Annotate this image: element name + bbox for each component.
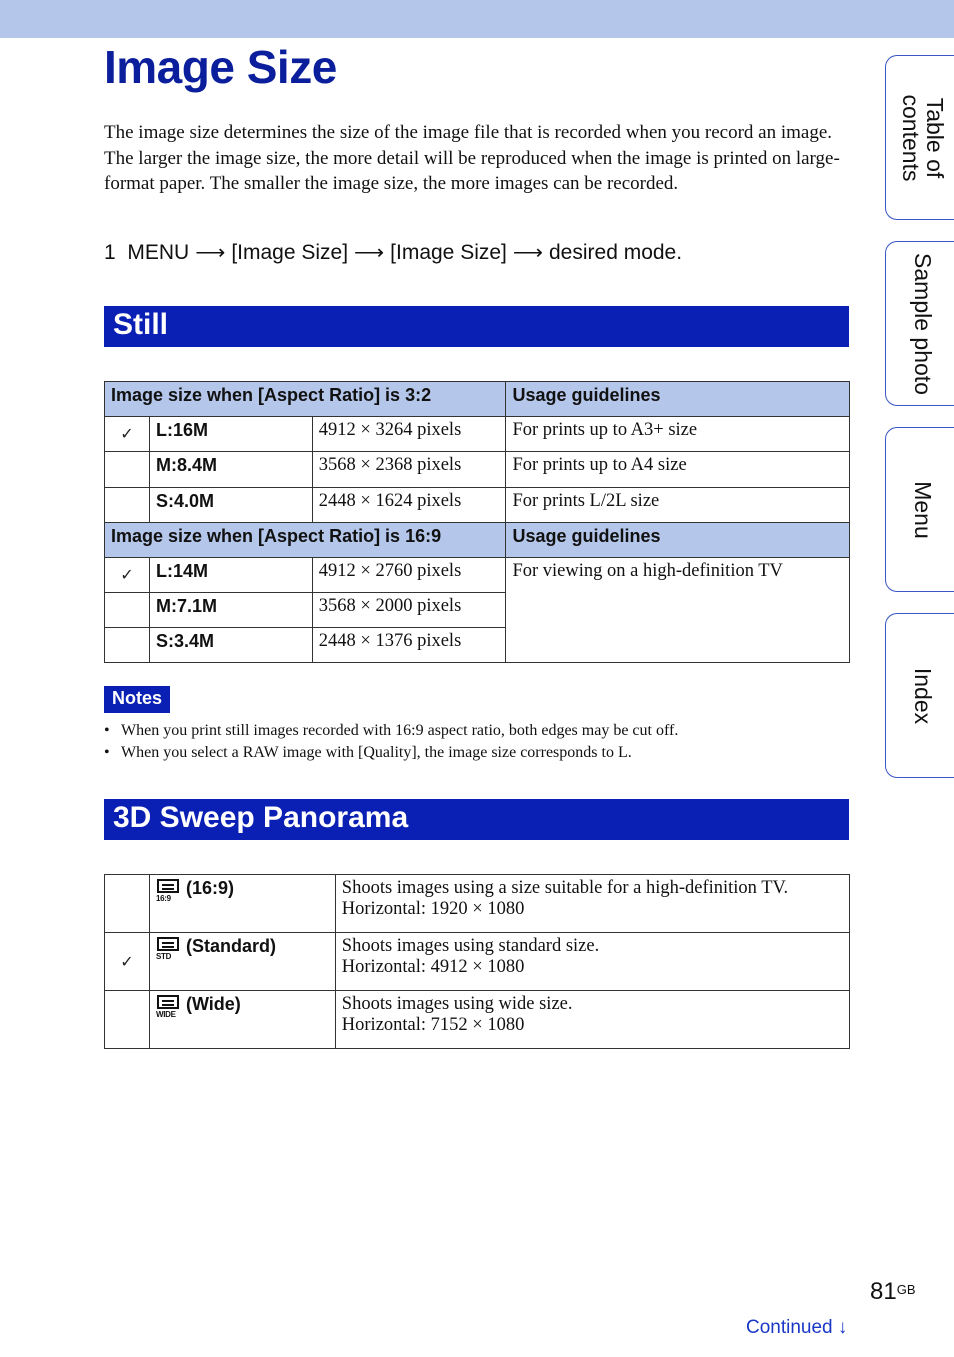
notes-list (104, 720, 849, 764)
usage-text: For prints up to A4 size (506, 452, 850, 488)
tab-sample-photo[interactable] (885, 241, 954, 406)
tab-menu[interactable] (885, 427, 954, 592)
mode-cell (149, 991, 335, 1049)
checkmark-cell (105, 628, 150, 663)
header-size: Image size when [Aspect Ratio] is 3:2 (105, 382, 506, 417)
step-menu: MENU (127, 241, 190, 264)
top-banner (0, 0, 954, 38)
table-row (105, 488, 850, 523)
table-row (105, 991, 850, 1049)
still-size-table (104, 381, 850, 663)
mode-label: (16:9) (185, 878, 234, 898)
step-mode: desired mode. (549, 241, 683, 264)
note-item: • When you select a RAW image with [Quality], the image size corresponds to L. (104, 742, 849, 764)
continued-link[interactable] (746, 1317, 847, 1339)
checkmark-icon: ✓ (105, 558, 150, 593)
table-header-row (105, 382, 850, 417)
resolution-text: Horizontal: 1920 × 1080 (341, 899, 525, 919)
tab-label: Table of contents (898, 94, 948, 181)
pixel-count: 3568 × 2000 pixels (312, 593, 506, 628)
mode-label: (Wide) (185, 994, 241, 1014)
mode-label: (Standard) (185, 936, 276, 956)
checkmark-cell (105, 488, 150, 523)
panorama-standard-icon: STD (156, 936, 182, 962)
checkmark-cell (105, 593, 150, 628)
header-usage: Usage guidelines (506, 382, 850, 417)
page-number: $81^{GB}$ (870, 1278, 916, 1305)
arrow-right-icon: ⟶ (512, 241, 543, 264)
usage-text: For prints L/2L size (506, 488, 850, 523)
panorama-wide-icon: WIDE (156, 994, 182, 1020)
resolution-text: Horizontal: 7152 × 1080 (341, 1015, 525, 1035)
step-number: 1 (104, 241, 116, 264)
description-cell (335, 991, 849, 1049)
page-suffix: GB (896, 1282, 916, 1297)
pixel-count: 4912 × 2760 pixels (312, 558, 506, 593)
tab-label: Menu (910, 480, 936, 539)
menu-step (104, 240, 682, 265)
table-row (105, 875, 850, 933)
note-item: • When you print still images recorded with 16:9 aspect ratio, both edges may be cut off. (104, 720, 849, 742)
page-title: Image Size (104, 41, 337, 93)
tab-index[interactable] (885, 613, 954, 778)
step-image-size-2: [Image Size] (390, 241, 507, 264)
mode-label: S:4.0M (149, 488, 312, 523)
checkmark-cell (105, 991, 150, 1049)
panorama-size-table (104, 874, 850, 1049)
description-text: Shoots images using a size suitable for a high-definition TV. (341, 878, 789, 898)
mode-cell (149, 933, 335, 991)
table-row (105, 933, 850, 991)
arrow-right-icon: ⟶ (354, 241, 385, 264)
checkmark-cell (105, 452, 150, 488)
section-heading-panorama: 3D Sweep Panorama (104, 799, 849, 840)
pixel-count: 4912 × 3264 pixels (312, 417, 506, 452)
description-cell (335, 933, 849, 991)
pixel-count: 2448 × 1376 pixels (312, 628, 506, 663)
notes-badge: Notes (104, 686, 170, 713)
table-row (105, 558, 850, 593)
table-row (105, 452, 850, 488)
section-heading-still: Still (104, 306, 849, 347)
pixel-count: 3568 × 2368 pixels (312, 452, 506, 488)
checkmark-cell (105, 875, 150, 933)
tab-label: Sample photo (910, 252, 936, 395)
intro-text (104, 120, 854, 197)
mode-label: M:7.1M (149, 593, 312, 628)
mode-label: L:14M (149, 558, 312, 593)
arrow-down-icon: ↓ (837, 1317, 848, 1338)
tab-label: Index (910, 667, 936, 724)
resolution-text: Horizontal: 4912 × 1080 (341, 957, 525, 977)
table-row (105, 417, 850, 452)
mode-label: M:8.4M (149, 452, 312, 488)
pixel-count: 2448 × 1624 pixels (312, 488, 506, 523)
header-usage: Usage guidelines (506, 523, 850, 558)
checkmark-icon: ✓ (105, 417, 150, 452)
usage-text: For viewing on a high-definition TV (506, 558, 850, 663)
step-image-size: [Image Size] (231, 241, 349, 264)
description-text: Shoots images using wide size. (341, 994, 573, 1014)
description-cell (335, 875, 849, 933)
continued-label: Continued (746, 1317, 833, 1338)
mode-label: L:16M (149, 417, 312, 452)
panorama-16-9-icon: 16:9 (156, 878, 182, 904)
intro-paragraph: The image size determines the size of the image file that is recorded when you record an image. (104, 122, 833, 143)
checkmark-icon: ✓ (105, 933, 150, 991)
table-header-row (105, 523, 850, 558)
header-size: Image size when [Aspect Ratio] is 16:9 (105, 523, 506, 558)
usage-text: For prints up to A3+ size (506, 417, 850, 452)
arrow-right-icon: ⟶ (195, 241, 226, 264)
mode-cell (149, 875, 335, 933)
tab-table-of-contents[interactable] (885, 55, 954, 220)
description-text: Shoots images using standard size. (341, 936, 600, 956)
intro-paragraph: The larger the image size, the more detail will be reproduced when the image is printed on large-format paper. The smaller the image size, the more images can be recorded. (104, 147, 840, 194)
mode-label: S:3.4M (149, 628, 312, 663)
